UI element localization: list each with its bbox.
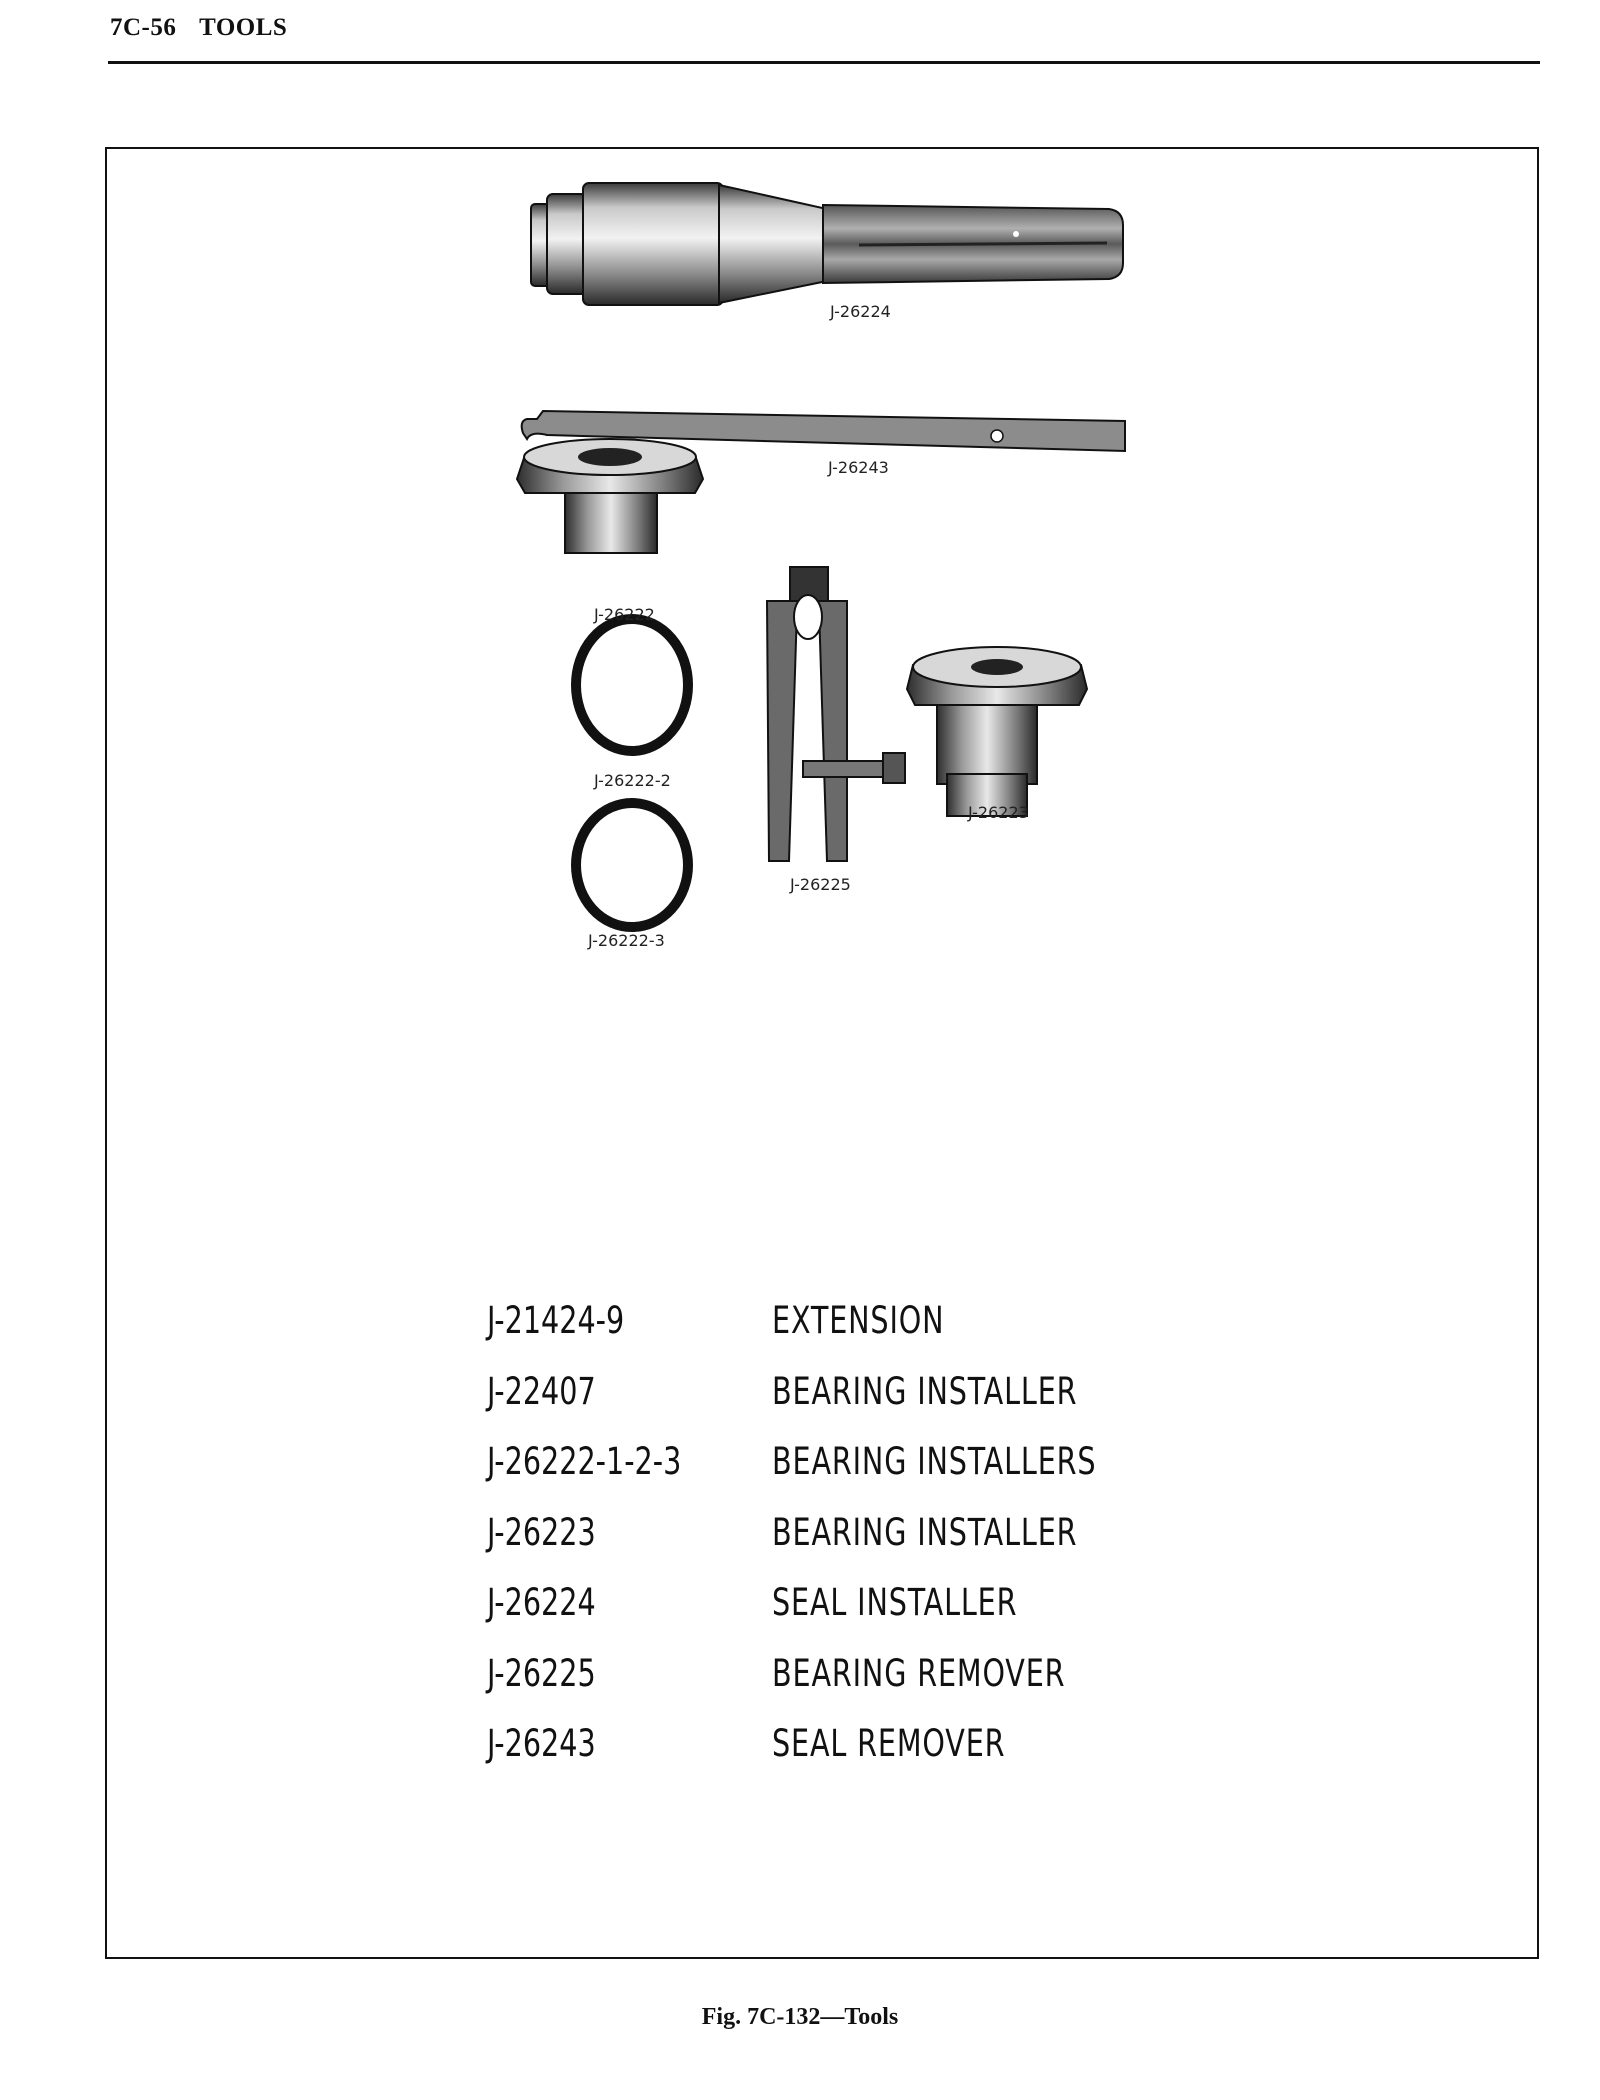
label-j26243: J-26243	[828, 458, 889, 477]
seal-installer-drawing	[531, 183, 1123, 305]
page-header	[110, 14, 287, 42]
tool-description: BEARING INSTALLER	[772, 1510, 1078, 1554]
figure-caption: Fig. 7C-132—Tools	[701, 2004, 899, 2030]
label-j26222-3: J-26222-3	[588, 931, 665, 950]
tool-number: J-26222-1-2-3	[487, 1440, 682, 1483]
installer-j26222-drawing	[517, 439, 703, 553]
figure-frame	[105, 147, 1539, 1959]
tool-description: SEAL REMOVER	[772, 1722, 1006, 1765]
ring-j26222-2-drawing	[576, 619, 688, 751]
bearing-remover-drawing	[767, 567, 905, 861]
tool-number: J-26225	[487, 1651, 596, 1695]
tool-number: J-26223	[487, 1510, 596, 1554]
label-j26224: J-26224	[830, 302, 891, 321]
tool-description: BEARING INSTALLER	[772, 1369, 1078, 1413]
tool-number: J-26224	[487, 1581, 596, 1624]
tool-description: EXTENSION	[772, 1299, 945, 1342]
tool-description: BEARING REMOVER	[772, 1651, 1066, 1695]
tool-number: J-22407	[487, 1369, 596, 1413]
tool-description: SEAL INSTALLER	[772, 1581, 1018, 1624]
tool-number: J-21424-9	[487, 1299, 625, 1342]
label-j26225: J-26225	[790, 875, 851, 894]
header-rule	[108, 61, 1540, 64]
section-title: TOOLS	[199, 14, 288, 41]
label-j26222: J-26222	[594, 605, 655, 624]
tool-number: J-26243	[487, 1722, 596, 1765]
page-number: 7C-56	[110, 14, 177, 41]
label-j26222-2: J-26222-2	[594, 771, 671, 790]
tool-description: BEARING INSTALLERS	[772, 1440, 1097, 1483]
ring-j26222-3-drawing	[576, 803, 688, 927]
label-j26223: J-26223	[968, 803, 1029, 822]
tools-illustration	[107, 149, 1537, 1149]
installer-j26223-drawing	[907, 647, 1087, 816]
